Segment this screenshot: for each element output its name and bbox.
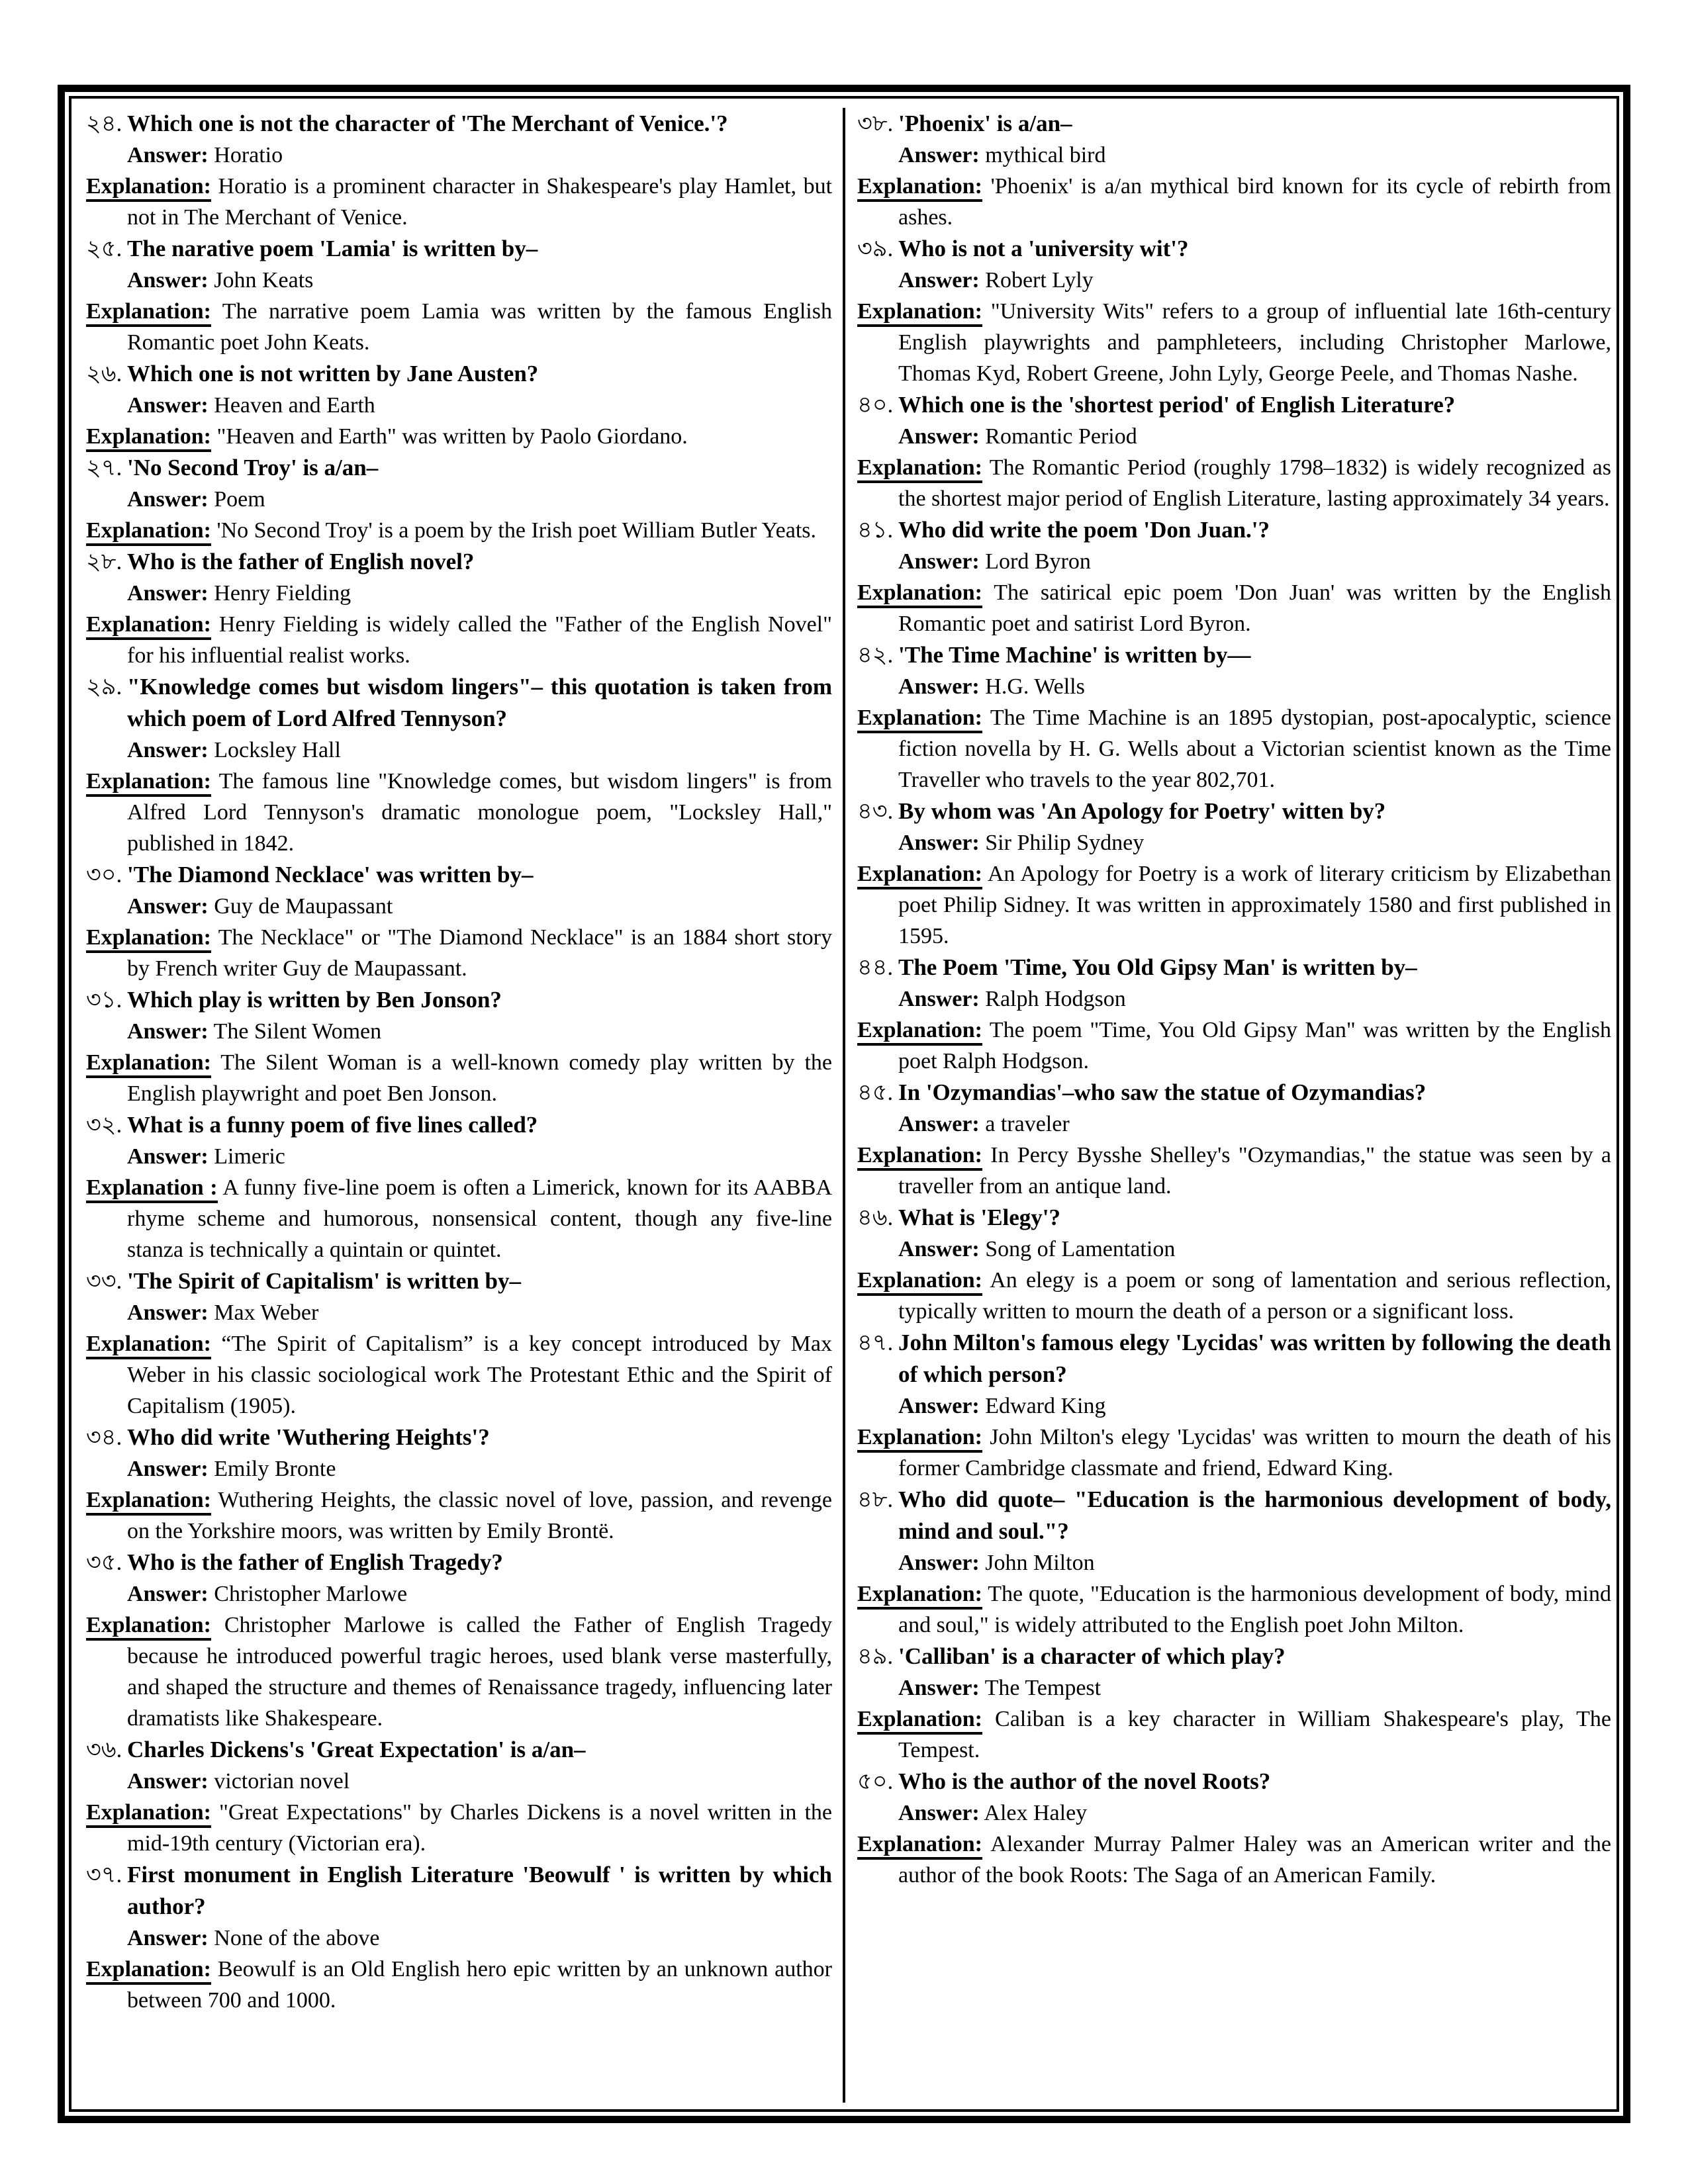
explanation-paragraph: [86, 515, 832, 546]
answer-label: Answer:: [127, 487, 209, 512]
left-column: [86, 108, 843, 2103]
question-number: ২৮.: [86, 549, 122, 574]
answer-label: Answer:: [127, 1769, 209, 1794]
explanation-label: Explanation:: [857, 1143, 982, 1171]
answer-line: [857, 1797, 1611, 1829]
explanation-paragraph: [86, 1484, 832, 1547]
answer-label: Answer:: [898, 1112, 980, 1136]
question-line: [86, 671, 832, 735]
answer-line: [86, 891, 832, 922]
explanation-text: 'No Second Troy' is a poem by the Irish poet William Butler Yeats.: [216, 518, 817, 543]
answer-line: [86, 1297, 832, 1328]
answer-line: [86, 1141, 832, 1172]
explanation-label: Explanation:: [86, 424, 211, 452]
explanation-label: Explanation:: [857, 455, 982, 483]
answer-line: [857, 1109, 1611, 1140]
question-number: ৩৭.: [86, 1862, 122, 1888]
explanation-text: The satirical epic poem 'Don Juan' was written by the English Romantic poet and satirist Lord Byron.: [898, 580, 1611, 636]
question-number: ৩৬.: [86, 1737, 122, 1762]
explanation-text: In Percy Bysshe Shelley's "Ozymandias," the statue was seen by a traveller from an antique land.: [898, 1143, 1611, 1199]
answer-line: [857, 1547, 1611, 1578]
question-text: 'No Second Troy' is a/an–: [127, 455, 379, 480]
answer-line: [86, 578, 832, 609]
explanation-paragraph: [86, 1047, 832, 1109]
question-number: ৩০.: [86, 862, 122, 887]
answer-label: Answer:: [898, 143, 980, 167]
question-text: 'The Time Machine' is written by—: [898, 642, 1251, 668]
qa-item: [86, 1859, 832, 2016]
qa-item: [857, 1327, 1611, 1484]
explanation-paragraph: [86, 1328, 832, 1422]
question-line: [857, 1484, 1611, 1547]
question-line: [857, 1327, 1611, 1390]
qa-item: [86, 1265, 832, 1422]
explanation-paragraph: [857, 296, 1611, 389]
two-column-layout: [86, 108, 1611, 2103]
question-text: 'The Diamond Necklace' was written by–: [127, 862, 534, 887]
answer-label: Answer:: [898, 674, 980, 699]
question-line: [857, 952, 1611, 983]
answer-text: H.G. Wells: [985, 674, 1085, 699]
question-number: ৩২.: [86, 1112, 122, 1138]
question-text: Charles Dickens's 'Great Expectation' is a/an–: [127, 1737, 586, 1762]
question-number: ৪৭.: [857, 1330, 894, 1355]
explanation-paragraph: [857, 1422, 1611, 1484]
question-number: ৪৪.: [857, 954, 894, 980]
answer-text: The Silent Women: [213, 1019, 382, 1044]
qa-item: [857, 233, 1611, 389]
question-text: Which one is not the character of 'The Merchant of Venice.'?: [127, 111, 728, 136]
question-text: 'Phoenix' is a/an–: [898, 111, 1072, 136]
question-number: ৫০.: [857, 1768, 894, 1794]
answer-text: Horatio: [214, 143, 283, 167]
answer-label: Answer:: [898, 1394, 980, 1418]
explanation-label: Explanation:: [857, 1832, 982, 1860]
explanation-paragraph: [86, 766, 832, 859]
explanation-label: Explanation:: [86, 1613, 211, 1641]
question-text: Which one is not written by Jane Austen?: [127, 361, 539, 387]
answer-line: [857, 421, 1611, 452]
question-number: ২৭.: [86, 455, 122, 480]
qa-item: [86, 984, 832, 1109]
qa-item: [86, 1422, 832, 1547]
answer-line: [86, 484, 832, 515]
explanation-text: A funny five-line poem is often a Limerick, known for its AABBA rhyme scheme and humorous, nonsensical content, though any five-line stanza is technically a quintain or quintet.: [127, 1175, 832, 1262]
answer-text: None of the above: [214, 1926, 380, 1950]
question-text: What is 'Elegy'?: [898, 1205, 1061, 1230]
explanation-paragraph: [857, 1578, 1611, 1641]
explanation-label: Explanation:: [857, 174, 982, 202]
question-number: ৪৩.: [857, 798, 894, 824]
question-line: [86, 859, 832, 891]
answer-label: Answer:: [898, 1237, 980, 1261]
answer-label: Answer:: [127, 268, 209, 293]
explanation-label: Explanation:: [857, 1268, 982, 1296]
answer-line: [857, 546, 1611, 577]
question-number: ৪৯.: [857, 1643, 894, 1669]
qa-item: [857, 1484, 1611, 1641]
answer-line: [857, 140, 1611, 171]
question-text: 'Calliban' is a character of which play?: [898, 1643, 1286, 1669]
answer-text: Ralph Hodgson: [985, 987, 1126, 1011]
question-line: [857, 1641, 1611, 1672]
answer-text: Lord Byron: [985, 549, 1091, 574]
explanation-label: Explanation :: [86, 1175, 218, 1203]
question-text: 'The Spirit of Capitalism' is written by–: [127, 1268, 522, 1294]
answer-line: [86, 1766, 832, 1797]
qa-item: [857, 1202, 1611, 1327]
question-number: ৩৯.: [857, 236, 894, 261]
answer-text: Romantic Period: [985, 424, 1137, 449]
answer-text: Sir Philip Sydney: [985, 831, 1145, 855]
explanation-label: Explanation:: [86, 299, 211, 327]
answer-text: Max Weber: [214, 1300, 319, 1325]
explanation-text: "Great Expectations" by Charles Dickens is a novel written in the mid-19th century (Victorian era).: [127, 1800, 832, 1856]
question-number: ২৬.: [86, 361, 122, 387]
explanation-text: Caliban is a key character in William Shakespeare's play, The Tempest.: [898, 1707, 1611, 1762]
answer-text: Poem: [214, 487, 265, 512]
explanation-label: Explanation:: [857, 705, 982, 733]
answer-label: Answer:: [127, 393, 209, 418]
answer-text: Guy de Maupassant: [214, 894, 393, 919]
explanation-label: Explanation:: [857, 1018, 982, 1046]
question-number: ৩৫.: [86, 1549, 122, 1575]
question-line: [86, 1422, 832, 1453]
answer-line: [86, 1016, 832, 1047]
question-line: [86, 452, 832, 484]
question-number: ৪৮.: [857, 1486, 894, 1512]
question-text: What is a funny poem of five lines called?: [127, 1112, 538, 1138]
question-text: Which one is the 'shortest period' of English Literature?: [898, 392, 1456, 418]
question-text: The narative poem 'Lamia' is written by–: [127, 236, 538, 261]
explanation-paragraph: [86, 296, 832, 358]
explanation-text: “The Spirit of Capitalism” is a key concept introduced by Max Weber in his classic sociological work The Protestant Ethic and the Spirit of Capitalism (1905).: [127, 1332, 833, 1418]
explanation-paragraph: [86, 1797, 832, 1859]
answer-text: Henry Fielding: [214, 581, 352, 606]
explanation-label: Explanation:: [857, 862, 982, 889]
explanation-paragraph: [86, 171, 832, 233]
answer-text: The Tempest: [984, 1676, 1102, 1700]
question-line: [86, 358, 832, 390]
qa-item: [857, 1766, 1611, 1891]
question-text: Who did write 'Wuthering Heights'?: [127, 1424, 490, 1450]
qa-item: [857, 796, 1611, 952]
question-line: [857, 108, 1611, 140]
question-text: Who is the father of English Tragedy?: [127, 1549, 503, 1575]
explanation-label: Explanation:: [86, 1800, 211, 1828]
question-text: In 'Ozymandias'–who saw the statue of Ozymandias?: [898, 1079, 1427, 1105]
answer-line: [86, 1453, 832, 1484]
explanation-paragraph: [857, 171, 1611, 233]
answer-text: mythical bird: [985, 143, 1106, 167]
question-line: [857, 796, 1611, 827]
explanation-label: Explanation:: [857, 1707, 982, 1735]
qa-item: [86, 1109, 832, 1265]
explanation-text: The Time Machine is an 1895 dystopian, post-apocalyptic, science fiction novella by H. G. Wells about a Victorian scientist known as the Time Traveller who travels to the year 802,701.: [898, 705, 1611, 792]
explanation-paragraph: [857, 1829, 1611, 1891]
question-text: John Milton's famous elegy 'Lycidas' was written by following the death of which person?: [898, 1330, 1611, 1387]
answer-label: Answer:: [898, 424, 980, 449]
answer-line: [857, 265, 1611, 296]
question-text: Who did quote– "Education is the harmonious development of body, mind and soul."?: [898, 1486, 1611, 1544]
question-line: [86, 233, 832, 265]
qa-item: [857, 1077, 1611, 1202]
explanation-paragraph: [86, 421, 832, 452]
explanation-text: Henry Fielding is widely called the "Father of the English Novel" for his influential realist works.: [127, 612, 833, 668]
answer-text: Locksley Hall: [214, 738, 341, 762]
qa-item: [86, 452, 832, 546]
question-line: [857, 639, 1611, 671]
answer-label: Answer:: [898, 987, 980, 1011]
explanation-paragraph: [857, 702, 1611, 796]
qa-item: [86, 233, 832, 358]
question-line: [857, 389, 1611, 421]
explanation-label: Explanation:: [857, 1582, 982, 1610]
qa-item: [86, 671, 832, 859]
explanation-label: Explanation:: [86, 518, 211, 546]
question-number: ৩৪.: [86, 1424, 122, 1450]
question-text: Who did write the poem 'Don Juan.'?: [898, 517, 1270, 543]
explanation-label: Explanation:: [86, 612, 211, 640]
answer-text: Edward King: [985, 1394, 1106, 1418]
answer-label: Answer:: [127, 1144, 209, 1169]
explanation-label: Explanation:: [86, 1050, 211, 1078]
explanation-paragraph: [857, 1015, 1611, 1077]
answer-label: Answer:: [127, 1300, 209, 1325]
question-text: Who is not a 'university wit'?: [898, 236, 1189, 261]
explanation-text: 'Phoenix' is a/an mythical bird known for its cycle of rebirth from ashes.: [898, 174, 1611, 230]
explanation-text: An elegy is a poem or song of lamentation and serious reflection, typically written to mourn the death of a person or a significant loss.: [898, 1268, 1611, 1324]
question-number: ৩৮.: [857, 111, 894, 136]
explanation-paragraph: [857, 1704, 1611, 1766]
explanation-paragraph: [857, 858, 1611, 952]
qa-item: [857, 1641, 1611, 1766]
explanation-text: The famous line "Knowledge comes, but wisdom lingers" is from Alfred Lord Tennyson's dramatic monologue poem, "Locksley Hall," published in 1842.: [127, 769, 833, 856]
qa-item: [86, 859, 832, 984]
explanation-text: The poem "Time, You Old Gipsy Man" was written by the English poet Ralph Hodgson.: [898, 1018, 1611, 1073]
question-number: ৩৩.: [86, 1268, 122, 1294]
answer-text: Christopher Marlowe: [214, 1582, 408, 1606]
question-number: ৪২.: [857, 642, 894, 668]
explanation-text: Christopher Marlowe is called the Father of English Tragedy because he introduced powerful tragic heroes, used blank verse masterfully, and shaped the structure and themes of Renaissance tragedy, influencing later dramatists like Shakespeare.: [127, 1613, 832, 1731]
explanation-label: Explanation:: [86, 174, 211, 202]
explanation-label: Explanation:: [857, 580, 982, 608]
question-text: Which play is written by Ben Jonson?: [127, 987, 502, 1013]
explanation-text: "Heaven and Earth" was written by Paolo Giordano.: [216, 424, 688, 449]
answer-label: Answer:: [898, 1551, 980, 1575]
question-number: ২৪.: [86, 111, 122, 136]
answer-text: Limeric: [214, 1144, 285, 1169]
qa-item: [857, 389, 1611, 514]
explanation-paragraph: [857, 577, 1611, 639]
qa-item: [86, 1547, 832, 1734]
answer-line: [86, 1578, 832, 1610]
qa-item: [86, 358, 832, 452]
answer-line: [86, 735, 832, 766]
explanation-label: Explanation:: [86, 769, 211, 797]
question-number: ২৫.: [86, 236, 122, 261]
answer-text: Song of Lamentation: [985, 1237, 1176, 1261]
answer-line: [86, 265, 832, 296]
explanation-paragraph: [857, 1140, 1611, 1202]
explanation-text: The Romantic Period (roughly 1798–1832) is widely recognized as the shortest major period of English Literature, lasting approximately 34 years.: [898, 455, 1611, 511]
explanation-label: Explanation:: [86, 1957, 211, 1985]
question-text: First monument in English Literature 'Beowulf ' is written by which author?: [127, 1862, 832, 1919]
explanation-paragraph: [86, 922, 832, 984]
explanation-paragraph: [86, 1954, 832, 2016]
question-line: [857, 1077, 1611, 1109]
explanation-text: The Necklace" or "The Diamond Necklace" is an 1884 short story by French writer Guy de Maupassant.: [127, 925, 832, 981]
question-number: ৪১.: [857, 517, 894, 543]
answer-label: Answer:: [127, 1582, 209, 1606]
right-column: [845, 108, 1611, 2103]
explanation-text: Wuthering Heights, the classic novel of love, passion, and revenge on the Yorkshire moors, was written by Emily Brontë.: [127, 1488, 832, 1543]
answer-text: a traveler: [985, 1112, 1070, 1136]
question-text: "Knowledge comes but wisdom lingers"– this quotation is taken from which poem of Lord Alfred Tennyson?: [127, 674, 832, 731]
answer-label: Answer:: [898, 1676, 980, 1700]
question-line: [86, 546, 832, 578]
question-line: [86, 1734, 832, 1766]
explanation-text: The narrative poem Lamia was written by the famous English Romantic poet John Keats.: [127, 299, 832, 355]
answer-line: [857, 1390, 1611, 1422]
explanation-label: Explanation:: [857, 299, 982, 327]
explanation-text: Beowulf is an Old English hero epic written by an unknown author between 700 and 1000.: [127, 1957, 832, 2013]
answer-label: Answer:: [127, 143, 209, 167]
question-text: By whom was 'An Apology for Poetry' witten by?: [898, 798, 1386, 824]
answer-label: Answer:: [127, 738, 209, 762]
qa-item: [86, 108, 832, 233]
answer-line: [86, 390, 832, 421]
answer-label: Answer:: [898, 1801, 980, 1825]
qa-item: [86, 546, 832, 671]
explanation-paragraph: [857, 452, 1611, 514]
qa-item: [857, 514, 1611, 639]
explanation-label: Explanation:: [86, 1332, 211, 1359]
qa-item: [857, 108, 1611, 233]
question-text: Who is the author of the novel Roots?: [898, 1768, 1271, 1794]
qa-item: [857, 952, 1611, 1077]
answer-text: victorian novel: [214, 1769, 350, 1794]
answer-label: Answer:: [898, 549, 980, 574]
question-line: [86, 1547, 832, 1578]
question-line: [86, 1859, 832, 1923]
answer-line: [86, 1923, 832, 1954]
explanation-paragraph: [857, 1265, 1611, 1327]
explanation-text: An Apology for Poetry is a work of literary criticism by Elizabethan poet Philip Sidney. It was written in approximately 1580 and first published in 1595.: [898, 862, 1611, 948]
explanation-text: John Milton's elegy 'Lycidas' was written to mourn the death of his former Cambridge classmate and friend, Edward King.: [898, 1425, 1611, 1480]
answer-line: [857, 1672, 1611, 1704]
answer-line: [857, 827, 1611, 858]
answer-label: Answer:: [127, 1926, 209, 1950]
question-line: [86, 108, 832, 140]
answer-label: Answer:: [127, 1457, 209, 1481]
question-line: [857, 1202, 1611, 1234]
qa-item: [86, 1734, 832, 1859]
question-line: [86, 1265, 832, 1297]
answer-text: Alex Haley: [984, 1801, 1088, 1825]
answer-label: Answer:: [898, 268, 980, 293]
question-number: ৪৬.: [857, 1205, 894, 1230]
explanation-text: The quote, "Education is the harmonious development of body, mind and soul," is widely attributed to the English poet John Milton.: [898, 1582, 1611, 1637]
question-number: ৩১.: [86, 987, 122, 1013]
explanation-text: The Silent Woman is a well-known comedy play written by the English playwright and poet Ben Jonson.: [127, 1050, 832, 1106]
answer-text: John Milton: [985, 1551, 1095, 1575]
explanation-label: Explanation:: [857, 1425, 982, 1453]
question-text: Who is the father of English novel?: [127, 549, 475, 574]
question-number: ৪০.: [857, 392, 894, 418]
explanation-text: Horatio is a prominent character in Shakespeare's play Hamlet, but not in The Merchant of Venice.: [127, 174, 833, 230]
answer-text: Emily Bronte: [214, 1457, 336, 1481]
question-number: ৪৫.: [857, 1079, 894, 1105]
explanation-label: Explanation:: [86, 1488, 211, 1516]
question-line: [86, 1109, 832, 1141]
answer-line: [857, 983, 1611, 1015]
question-number: ২৯.: [86, 674, 122, 700]
answer-line: [857, 1234, 1611, 1265]
explanation-label: Explanation:: [86, 925, 211, 953]
explanation-paragraph: [86, 1610, 832, 1734]
explanation-text: Alexander Murray Palmer Haley was an American writer and the author of the book Roots: The Saga of an American Family.: [898, 1832, 1611, 1888]
question-line: [857, 233, 1611, 265]
answer-text: John Keats: [214, 268, 314, 293]
explanation-text: "University Wits" refers to a group of influential late 16th-century English playwrights and pamphleteers, including Christopher Marlowe, Thomas Kyd, Robert Greene, John Lyly, George Peele, and Thomas Nashe.: [898, 299, 1611, 386]
answer-label: Answer:: [127, 894, 209, 919]
explanation-paragraph: [86, 609, 832, 671]
qa-item: [857, 639, 1611, 796]
answer-label: Answer:: [898, 831, 980, 855]
answer-line: [86, 140, 832, 171]
question-line: [86, 984, 832, 1016]
answer-label: Answer:: [127, 1019, 209, 1044]
explanation-paragraph: [86, 1172, 832, 1265]
question-line: [857, 1766, 1611, 1797]
answer-label: Answer:: [127, 581, 209, 606]
question-text: The Poem 'Time, You Old Gipsy Man' is written by–: [898, 954, 1417, 980]
question-line: [857, 514, 1611, 546]
page-outer-border: [58, 85, 1630, 2123]
page-inner-border: [69, 96, 1619, 2112]
answer-line: [857, 671, 1611, 702]
answer-text: Robert Lyly: [985, 268, 1094, 293]
answer-text: Heaven and Earth: [214, 393, 375, 418]
